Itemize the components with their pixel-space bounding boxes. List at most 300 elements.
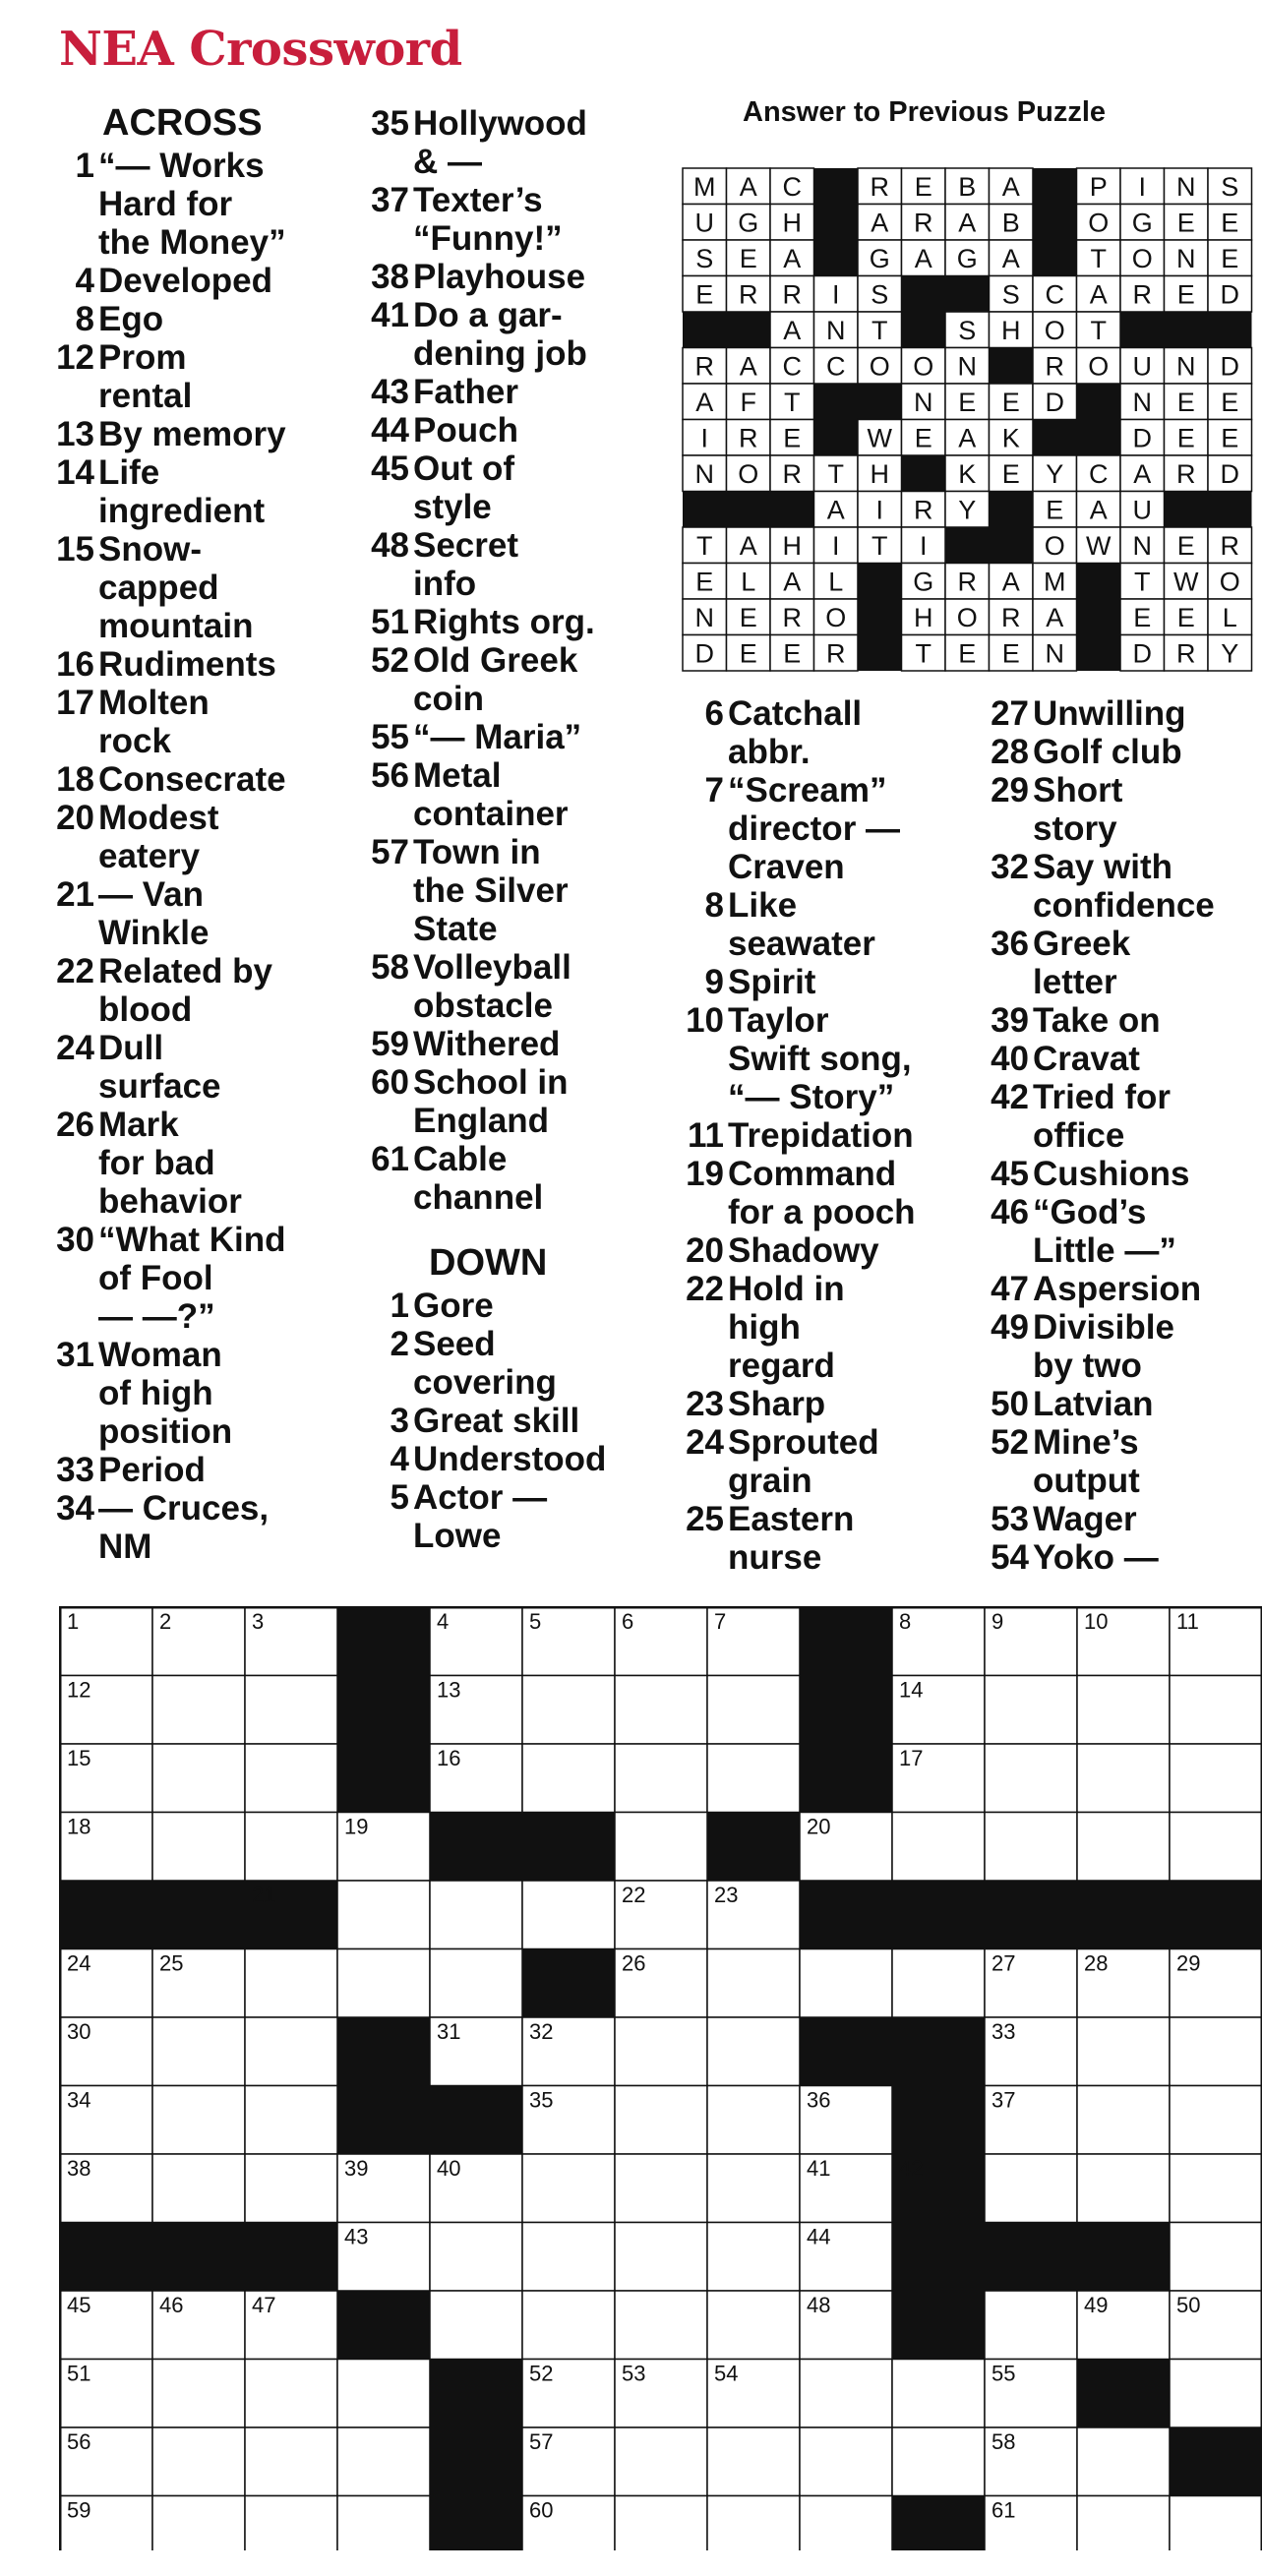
down-clue-45 (974, 1155, 1262, 1193)
answer-letter: O (1044, 531, 1065, 561)
grid-cell[interactable] (522, 1744, 615, 1813)
clue-text: Dull surface (98, 1029, 221, 1106)
clue-number: 13 (56, 415, 94, 453)
clue-text: Rudiments (98, 645, 276, 684)
black-square (1120, 312, 1165, 348)
grid-cell[interactable] (707, 2086, 800, 2155)
cell-number-57: 57 (529, 2429, 554, 2454)
answer-letter: R (739, 279, 758, 310)
black-square (1033, 240, 1077, 276)
grid-cell[interactable] (985, 2291, 1077, 2360)
answer-letter: E (1176, 208, 1195, 238)
down-clue-4 (354, 1440, 679, 1478)
grid-cell[interactable] (152, 1744, 245, 1813)
answer-letter: O (1044, 316, 1065, 345)
grid-cell[interactable] (800, 2427, 892, 2496)
clue-text: “Scream” director — Craven (728, 771, 901, 886)
clue-number: 59 (371, 1025, 409, 1063)
down-clue-3 (354, 1402, 679, 1440)
cell-number-12: 12 (67, 1677, 91, 1703)
grid-cell[interactable] (985, 2154, 1077, 2223)
grid-cell[interactable] (152, 2496, 245, 2551)
grid-cell[interactable] (152, 1676, 245, 1745)
grid-cell[interactable] (522, 2291, 615, 2360)
grid-cell[interactable] (800, 2360, 892, 2428)
across-clue-16 (39, 645, 364, 684)
answer-letter: H (782, 531, 802, 561)
grid-cell[interactable] (707, 2427, 800, 2496)
grid-cell[interactable] (707, 2496, 800, 2551)
clue-text: Woman of high position (98, 1336, 233, 1451)
grid-cell[interactable] (337, 1949, 430, 2018)
cell-number-2: 2 (159, 1609, 172, 1634)
grid-cell[interactable] (1077, 2496, 1170, 2551)
grid-cell[interactable] (1077, 1676, 1170, 1745)
cell-number-61: 61 (992, 2497, 1016, 2523)
answer-letter: N (826, 316, 846, 345)
across-clue-38 (354, 258, 679, 296)
across-clue-26 (39, 1106, 364, 1221)
grid-cell[interactable] (152, 2427, 245, 2496)
answer-letter: I (700, 423, 709, 453)
black-square (430, 2427, 522, 2496)
cell-number-18: 18 (67, 1814, 91, 1839)
answer-letter: L (1222, 603, 1237, 632)
black-square (892, 2086, 985, 2155)
clue-number: 56 (371, 756, 409, 795)
answer-letter: A (783, 244, 802, 273)
answer-letter: R (782, 603, 802, 632)
across-clue-12 (39, 338, 364, 415)
clue-text: Texter’s “Funny!” (413, 181, 563, 258)
clue-text: Trepidation (728, 1116, 914, 1155)
answer-letter: E (914, 172, 932, 202)
clue-number: 19 (686, 1155, 724, 1193)
grid-cell[interactable] (1170, 1813, 1262, 1882)
grid-cell[interactable] (245, 2017, 337, 2086)
answer-letter: S (1001, 279, 1020, 310)
black-square (990, 492, 1034, 528)
black-square (683, 492, 727, 528)
grid-cell[interactable] (615, 2291, 707, 2360)
cell-number-3: 3 (252, 1609, 265, 1634)
answer-letter: D (1132, 638, 1152, 669)
clue-text: “God’s Little —” (1033, 1193, 1176, 1270)
answer-letter: D (1220, 459, 1239, 489)
across-clue-4 (39, 262, 364, 300)
clue-text: Do a gar- dening job (413, 296, 587, 373)
grid-cell[interactable] (430, 2291, 522, 2360)
clue-text: Secret info (413, 526, 519, 603)
clue-text: Cable channel (413, 1140, 544, 1217)
answer-letter: A (871, 208, 889, 238)
answer-letter: C (826, 351, 846, 382)
clue-text: Period (98, 1451, 206, 1489)
grid-cell[interactable] (1077, 2086, 1170, 2155)
black-square (1077, 2360, 1170, 2428)
grid-cell[interactable] (522, 1676, 615, 1745)
clue-text: Hollywood & — (413, 104, 587, 181)
cell-number-4: 4 (437, 1609, 450, 1634)
answer-letter: A (739, 531, 757, 561)
clue-text: Latvian (1033, 1385, 1154, 1423)
clue-number: 53 (991, 1500, 1029, 1538)
clue-number: 4 (75, 262, 94, 300)
across-clue-55 (354, 718, 679, 756)
grid-cell[interactable] (892, 2427, 985, 2496)
answer-letter: R (870, 172, 889, 202)
cell-number-6: 6 (622, 1609, 634, 1634)
grid-cell[interactable] (152, 2360, 245, 2428)
grid-cell[interactable] (892, 2360, 985, 2428)
grid-cell[interactable] (152, 2017, 245, 2086)
grid-cell[interactable] (892, 1949, 985, 2018)
clue-text: Say with confidence (1033, 848, 1215, 925)
answer-letter: O (738, 459, 759, 489)
across-clue-44 (354, 411, 679, 449)
black-square (1033, 168, 1077, 205)
answer-letter: I (831, 279, 840, 310)
down-clue-47 (974, 1270, 1262, 1308)
black-square (152, 2223, 245, 2292)
black-square (902, 276, 946, 313)
clue-number: 49 (991, 1308, 1029, 1347)
grid-cell[interactable] (337, 1881, 430, 1949)
black-square (892, 2017, 985, 2086)
cell-number-30: 30 (67, 2019, 91, 2044)
down-clue-25 (669, 1500, 964, 1577)
answer-letter: H (914, 603, 933, 632)
grid-cell[interactable] (1170, 2496, 1262, 2551)
clue-number: 42 (991, 1078, 1029, 1116)
cell-number-58: 58 (992, 2429, 1016, 2454)
grid-cell[interactable] (615, 2017, 707, 2086)
clue-number: 45 (371, 449, 409, 488)
grid-cell[interactable] (615, 2223, 707, 2292)
clue-text: Catchall abbr. (728, 694, 863, 771)
down-clue-39 (974, 1001, 1262, 1040)
clue-text: Related by blood (98, 952, 272, 1029)
answer-letter: L (828, 567, 844, 597)
grid-cell[interactable] (522, 1881, 615, 1949)
across-heading: ACROSS (102, 102, 263, 144)
black-square (60, 2223, 152, 2292)
grid-cell[interactable] (615, 1744, 707, 1813)
answer-letter: D (1132, 423, 1152, 453)
across-clue-22 (39, 952, 364, 1029)
clue-number: 39 (991, 1001, 1029, 1040)
answer-letter: D (1220, 351, 1239, 382)
clue-number: 18 (56, 760, 94, 799)
cell-number-11: 11 (1176, 1609, 1199, 1634)
down-clue-28 (974, 733, 1262, 771)
answer-letter: C (782, 172, 802, 202)
cell-number-22: 22 (622, 1883, 646, 1907)
black-square (814, 240, 859, 276)
grid-cell[interactable] (245, 2154, 337, 2223)
answer-letter: A (1001, 567, 1020, 597)
clue-text: Out of style (413, 449, 515, 526)
answer-letter: G (956, 244, 978, 273)
black-square (814, 205, 859, 241)
grid-cell[interactable] (430, 1881, 522, 1949)
grid-cell[interactable] (1077, 2427, 1170, 2496)
grid-cell[interactable] (707, 1949, 800, 2018)
down-clue-53 (974, 1500, 1262, 1538)
clue-number: 24 (686, 1423, 724, 1462)
grid-cell[interactable] (1077, 1813, 1170, 1882)
grid-cell[interactable] (892, 1813, 985, 1882)
down-clue-42 (974, 1078, 1262, 1155)
grid-cell[interactable] (615, 2154, 707, 2223)
answer-letter: O (1088, 351, 1110, 382)
clue-text: Molten rock (98, 684, 210, 760)
grid-cell[interactable] (1077, 1744, 1170, 1813)
cell-number-37: 37 (992, 2087, 1016, 2113)
answer-letter: T (696, 531, 713, 561)
clue-text: Consecrate (98, 760, 286, 799)
clue-number: 45 (991, 1155, 1029, 1193)
answer-letter: G (738, 208, 759, 238)
black-square (985, 1881, 1077, 1949)
black-square (707, 1813, 800, 1882)
clue-number: 24 (56, 1029, 94, 1067)
grid-cell[interactable] (615, 1676, 707, 1745)
cell-number-34: 34 (67, 2087, 91, 2113)
down-clue-40 (974, 1040, 1262, 1078)
black-square (800, 1676, 892, 1745)
across-clue-45 (354, 449, 679, 526)
clue-number: 27 (991, 694, 1029, 733)
answer-letter: N (694, 603, 714, 632)
clue-text: Tried for office (1033, 1078, 1172, 1155)
answer-letter: E (1176, 279, 1195, 310)
grid-cell[interactable] (1170, 2360, 1262, 2428)
black-square (522, 1813, 615, 1882)
cell-number-35: 35 (529, 2087, 554, 2113)
across-clue-37 (354, 181, 679, 258)
black-square (337, 1607, 430, 1676)
grid-cell[interactable] (707, 1676, 800, 1745)
answer-letter: N (1132, 531, 1152, 561)
black-square (800, 1744, 892, 1813)
cell-number-36: 36 (807, 2087, 831, 2113)
down-clue-7 (669, 771, 964, 886)
grid-cell[interactable] (1170, 1744, 1262, 1813)
black-square (800, 1607, 892, 1676)
black-square (1033, 205, 1077, 241)
grid-cell[interactable] (245, 1676, 337, 1745)
down-clue-2 (354, 1325, 679, 1402)
grid-cell[interactable] (522, 2223, 615, 2292)
cell-number-55: 55 (992, 2361, 1016, 2386)
answer-letter: B (1001, 208, 1020, 238)
down-clue-23 (669, 1385, 964, 1423)
clue-number: 20 (686, 1231, 724, 1270)
clue-number: 7 (704, 771, 724, 809)
answer-letter: E (1221, 244, 1239, 273)
grid-cell[interactable] (430, 1949, 522, 2018)
clue-number: 48 (371, 526, 409, 565)
clue-text: Playhouse (413, 258, 586, 296)
grid-cell[interactable] (1170, 1676, 1262, 1745)
grid-cell[interactable] (337, 2427, 430, 2496)
grid-cell[interactable] (707, 2017, 800, 2086)
clue-text: Seed covering (413, 1325, 557, 1402)
black-square (1165, 492, 1209, 528)
clue-text: Gore (413, 1287, 494, 1325)
black-square (430, 2086, 522, 2155)
clue-number: 36 (991, 925, 1029, 963)
answer-letter: A (1089, 279, 1108, 310)
puzzle-grid (59, 1606, 1262, 2550)
answer-letter: E (739, 603, 757, 632)
answer-letter: K (958, 459, 977, 489)
down-clue-32 (974, 848, 1262, 925)
clue-number: 41 (371, 296, 409, 334)
across-clue-20 (39, 799, 364, 875)
across-column-2 (354, 104, 679, 1555)
grid-cell[interactable] (707, 2291, 800, 2360)
grid-cell[interactable] (1077, 2154, 1170, 2223)
grid-cell[interactable] (522, 2154, 615, 2223)
black-square (1077, 420, 1121, 456)
grid-cell[interactable] (707, 2223, 800, 2292)
black-square (1077, 1881, 1170, 1949)
grid-cell[interactable] (1170, 2017, 1262, 2086)
clue-text: Taylor Swift song, “— Story” (728, 1001, 912, 1116)
clue-text: Spirit (728, 963, 816, 1001)
answer-letter: R (1176, 459, 1196, 489)
clue-number: 15 (56, 530, 94, 569)
answer-letter: N (1132, 388, 1152, 417)
across-clue-24 (39, 1029, 364, 1106)
grid-cell[interactable] (152, 2154, 245, 2223)
answer-letter: W (1173, 567, 1199, 597)
cell-number-14: 14 (899, 1677, 924, 1703)
grid-cell[interactable] (800, 2496, 892, 2551)
clue-text: “— Maria” (413, 718, 582, 756)
answer-letter: N (694, 459, 714, 489)
grid-cell[interactable] (245, 1744, 337, 1813)
down-clue-10 (669, 1001, 964, 1116)
answer-letter: W (867, 423, 892, 453)
page-title: NEA Crossword (59, 22, 462, 77)
cell-number-54: 54 (714, 2361, 739, 2386)
grid-cell[interactable] (152, 1813, 245, 1882)
grid-cell[interactable] (707, 2154, 800, 2223)
down-clue-8 (669, 886, 964, 963)
cell-number-21: 21 (252, 1883, 276, 1907)
clue-number: 3 (390, 1402, 409, 1440)
answer-letter: E (1221, 423, 1239, 453)
grid-cell[interactable] (985, 1676, 1077, 1745)
answer-letter: O (1088, 208, 1110, 238)
clue-number: 8 (704, 886, 724, 925)
grid-cell[interactable] (800, 1949, 892, 2018)
grid-cell[interactable] (245, 1949, 337, 2018)
clue-text: Take on (1033, 1001, 1161, 1040)
black-square (892, 1881, 985, 1949)
clue-text: Cravat (1033, 1040, 1140, 1078)
down-clue-20 (669, 1231, 964, 1270)
cell-number-60: 60 (529, 2497, 554, 2523)
grid-cell[interactable] (615, 2086, 707, 2155)
grid-cell[interactable] (245, 1813, 337, 1882)
clue-number: 57 (371, 833, 409, 871)
answer-letter: N (1176, 172, 1196, 202)
black-square (858, 384, 902, 420)
grid-cell[interactable] (337, 2496, 430, 2551)
answer-letter: A (914, 244, 932, 273)
black-square (990, 527, 1034, 564)
black-square (892, 2291, 985, 2360)
grid-cell[interactable] (615, 1813, 707, 1882)
grid-cell[interactable] (985, 1744, 1077, 1813)
black-square (892, 2223, 985, 2292)
clue-text: — Van Winkle (98, 875, 210, 952)
clue-text: Volleyball obstacle (413, 948, 571, 1025)
cell-number-38: 38 (67, 2156, 91, 2181)
grid-cell[interactable] (1170, 2223, 1262, 2292)
answer-letter: E (1221, 388, 1239, 417)
down-clue-22 (669, 1270, 964, 1385)
grid-cell[interactable] (707, 1744, 800, 1813)
answer-letter: C (1089, 459, 1109, 489)
black-square (727, 312, 771, 348)
grid-cell[interactable] (615, 2427, 707, 2496)
clue-text: Actor — Lowe (413, 1478, 548, 1555)
grid-cell[interactable] (430, 2223, 522, 2292)
answer-letter: A (1089, 495, 1108, 525)
cell-number-51: 51 (67, 2361, 91, 2386)
grid-cell[interactable] (615, 2496, 707, 2551)
answer-letter: Y (1221, 638, 1239, 669)
cell-number-40: 40 (437, 2156, 461, 2181)
grid-cell[interactable] (152, 2086, 245, 2155)
clue-number: 51 (371, 603, 409, 641)
black-square (800, 2017, 892, 2086)
grid-cell[interactable] (337, 2360, 430, 2428)
clue-number: 33 (56, 1451, 94, 1489)
cell-number-24: 24 (67, 1950, 91, 1976)
cell-number-53: 53 (622, 2361, 646, 2386)
grid-cell[interactable] (245, 2360, 337, 2428)
grid-cell[interactable] (985, 1813, 1077, 1882)
grid-cell[interactable] (1170, 2154, 1262, 2223)
grid-cell[interactable] (245, 2086, 337, 2155)
across-clue-21 (39, 875, 364, 952)
across-clue-8 (39, 300, 364, 338)
answer-letter: E (958, 388, 977, 417)
cell-number-25: 25 (159, 1950, 184, 1976)
answer-letter: T (915, 638, 931, 669)
cell-number-42: 42 (899, 2156, 924, 2181)
answer-letter: C (782, 351, 802, 382)
down-clue-1 (354, 1287, 679, 1325)
down-clue-27 (974, 694, 1262, 733)
answer-letter: A (783, 567, 802, 597)
black-square (337, 1676, 430, 1745)
grid-cell[interactable] (245, 2427, 337, 2496)
cell-number-10: 10 (1084, 1609, 1109, 1634)
clue-number: 22 (56, 952, 94, 990)
grid-cell[interactable] (1077, 2017, 1170, 2086)
grid-cell[interactable] (1170, 2086, 1262, 2155)
grid-cell[interactable] (245, 2496, 337, 2551)
across-clue-59 (354, 1025, 679, 1063)
answer-letter: D (1220, 279, 1239, 310)
